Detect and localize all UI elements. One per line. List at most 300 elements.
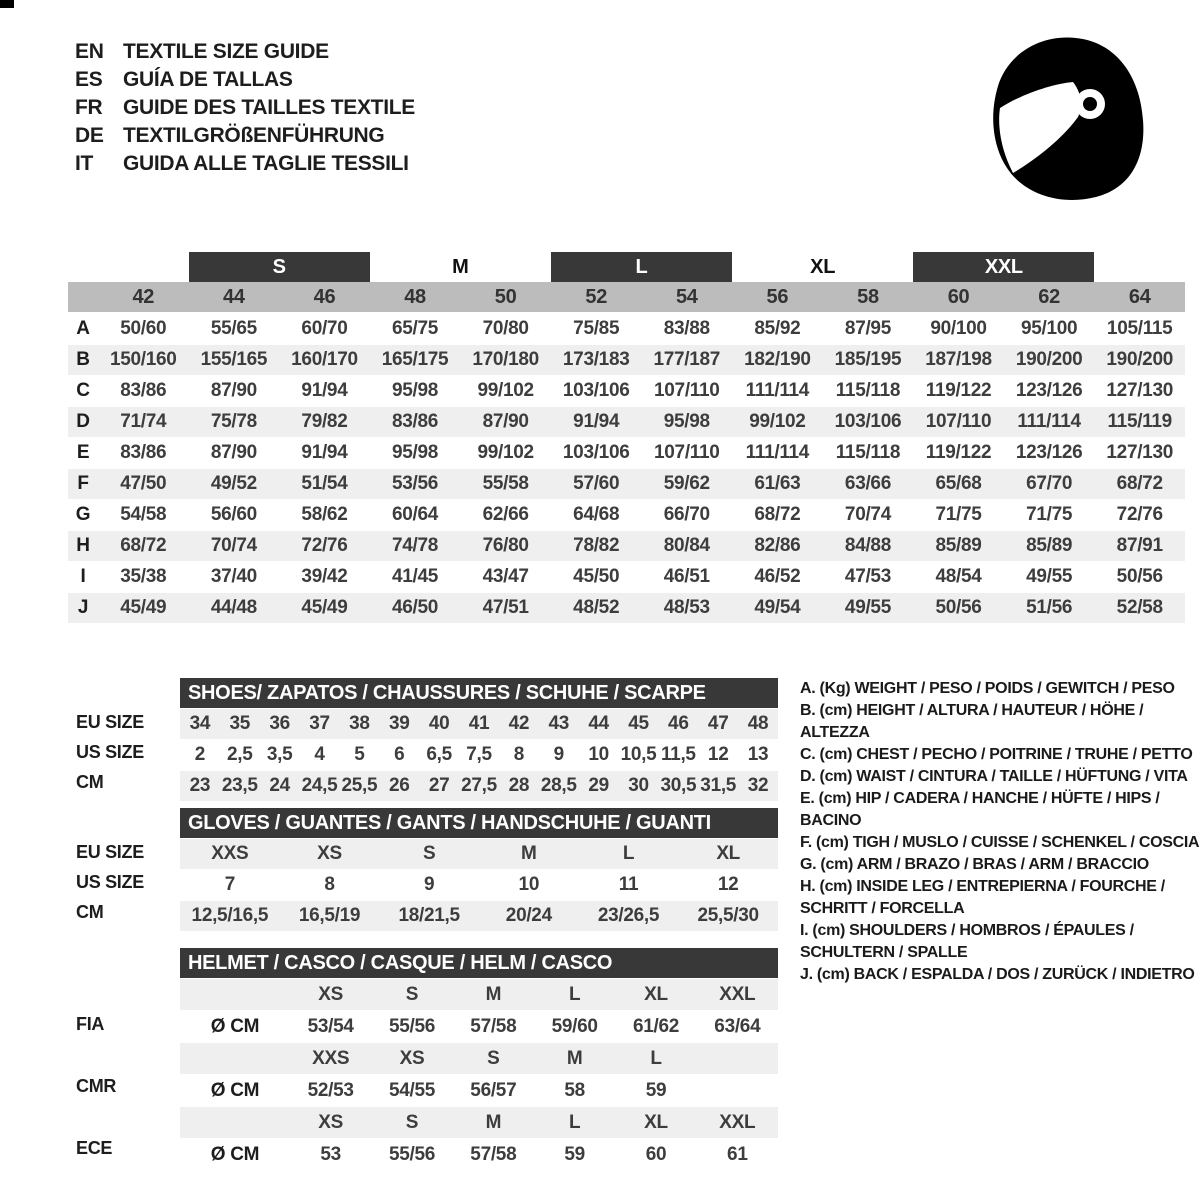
value-cell: 8 [513, 744, 524, 765]
value-cell: 34 [189, 713, 211, 734]
value-cell: 71/74 [120, 411, 167, 432]
value-cell: 48/54 [935, 566, 982, 587]
gloves-row [180, 870, 778, 900]
guide-title-en: TEXTILE SIZE GUIDE [123, 40, 329, 63]
legend-item: F. (cm) TIGH / MUSLO / CUISSE / SCHENKEL / COSCIA [800, 834, 1200, 851]
helmet-fia-label: FIA [76, 1014, 105, 1034]
value-cell: 31,5 [700, 775, 737, 796]
gloves-table [180, 838, 778, 932]
value-cell: 20/24 [505, 905, 552, 926]
value-cell: 74/78 [392, 535, 439, 556]
value-cell: 72/76 [301, 535, 348, 556]
shoes-table [180, 708, 778, 802]
value-cell: 75/85 [573, 318, 620, 339]
value-cell: 42 [508, 713, 530, 734]
measure-row-j [68, 592, 1185, 624]
helmet-size-cell: XXL [719, 1111, 756, 1133]
helmet-size-cell: XS [318, 1111, 344, 1133]
value-cell: 48/53 [663, 597, 710, 618]
value-cell: 107/110 [925, 411, 992, 432]
value-cell: 111/114 [1017, 411, 1081, 432]
value-cell: 10 [588, 744, 609, 765]
value-cell: 6,5 [426, 744, 452, 765]
value-cell: XS [317, 843, 342, 864]
value-cell: 160/170 [291, 349, 358, 370]
value-cell: 27,5 [461, 775, 497, 796]
value-cell: 25,5/30 [697, 905, 759, 926]
size-number-header-row [68, 282, 1185, 314]
value-cell: 49/55 [844, 597, 891, 618]
unit-cell: Ø CM [210, 1015, 260, 1037]
helmet-sizes-row-fia [180, 978, 778, 1011]
helmet-size-cell: M [566, 1047, 583, 1069]
value-cell: 60/64 [392, 504, 439, 525]
shoes-row [180, 708, 778, 740]
size-header-cell: 44 [223, 285, 245, 308]
value-cell: 55/65 [210, 318, 257, 339]
value-cell: 59 [564, 1143, 585, 1165]
value-cell: 57/58 [470, 1143, 517, 1165]
size-header-cell: 64 [1128, 285, 1151, 308]
helmet-size-cell: XS [318, 983, 344, 1005]
value-cell: 111/114 [745, 442, 810, 463]
row-label: I [80, 566, 86, 587]
helmet-size-cell: L [569, 1111, 581, 1133]
measure-row-g [68, 500, 1185, 530]
value-cell: 38 [349, 713, 370, 734]
value-cell: 57/60 [573, 473, 620, 494]
value-cell: 23,5 [221, 775, 258, 796]
size-header-cell: 48 [404, 285, 426, 308]
value-cell: 87/90 [210, 442, 257, 463]
value-cell: 95/98 [663, 411, 710, 432]
value-cell: 90/100 [930, 318, 987, 339]
value-cell: 82/86 [754, 535, 801, 556]
value-cell: 49/54 [754, 597, 801, 618]
language-row [75, 94, 415, 122]
value-cell: 43 [548, 713, 569, 734]
helmet-size-cell: S [405, 983, 419, 1005]
value-cell: 119/122 [925, 442, 992, 463]
value-cell: 64/68 [573, 504, 620, 525]
value-cell: 103/106 [562, 380, 630, 401]
value-cell: 95/100 [1020, 318, 1078, 339]
value-cell: 61/63 [754, 473, 801, 494]
value-cell: 13 [747, 744, 769, 765]
language-row [75, 38, 415, 66]
value-cell: 115/118 [835, 380, 901, 401]
value-cell: 12 [717, 874, 739, 895]
value-cell: 9 [424, 874, 435, 895]
value-cell: 12 [707, 744, 729, 765]
value-cell: 27 [428, 775, 450, 796]
value-cell: 28,5 [540, 775, 577, 796]
value-cell: 58/62 [301, 504, 348, 525]
value-cell: 91/94 [573, 411, 620, 432]
value-cell: 91/94 [301, 442, 348, 463]
value-cell: 71/75 [1026, 504, 1073, 525]
value-cell: 63/66 [844, 473, 891, 494]
value-cell: 170/180 [472, 349, 539, 370]
value-cell: 68/72 [754, 504, 801, 525]
value-cell: 12,5/16,5 [191, 905, 269, 926]
language-code: DE [75, 124, 104, 147]
row-label: E [76, 442, 90, 463]
size-group-m: M [452, 256, 469, 278]
value-cell: 60/70 [301, 318, 348, 339]
language-row [75, 150, 415, 178]
value-cell: 115/119 [1107, 411, 1172, 432]
guide-title-it: GUIDA ALLE TAGLIE TESSILI [123, 152, 409, 175]
value-cell: 95/98 [392, 380, 439, 401]
value-cell: 45 [628, 713, 649, 734]
gloves-cm-label: CM [76, 902, 104, 922]
value-cell: 54/58 [120, 504, 167, 525]
helmet-table [180, 978, 778, 1170]
helmet-size-cell: L [569, 983, 581, 1005]
value-cell: 155/165 [200, 349, 268, 370]
value-cell: 43/47 [482, 566, 529, 587]
value-cell: 177/187 [653, 349, 721, 370]
value-cell: 47/50 [120, 473, 167, 494]
value-cell: 99/102 [477, 380, 534, 401]
value-cell: 84/88 [844, 535, 891, 556]
value-cell: 51/56 [1026, 597, 1073, 618]
value-cell: 46/52 [754, 566, 801, 587]
value-cell: 190/200 [1106, 349, 1173, 370]
value-cell: 103/106 [834, 411, 902, 432]
value-cell: 55/56 [388, 1015, 436, 1037]
value-cell: 85/89 [1026, 535, 1073, 556]
value-cell: 50/60 [120, 318, 167, 339]
helmet-sizes-row-cmr [180, 1042, 778, 1075]
size-header-cell: 56 [766, 285, 789, 308]
value-cell: 37/40 [210, 566, 257, 587]
value-cell: 60 [645, 1143, 667, 1165]
language-code: ES [75, 68, 103, 91]
measure-row-c [68, 376, 1185, 406]
size-group-header-row [68, 252, 1185, 282]
size-header-cell: 60 [947, 285, 970, 308]
value-cell: 83/86 [392, 411, 439, 432]
helmet-values-row-ece [180, 1139, 778, 1170]
size-group-s: S [189, 252, 370, 282]
value-cell: 47/51 [482, 597, 529, 618]
corner-mark [0, 0, 14, 8]
value-cell: 46/50 [392, 597, 439, 618]
value-cell: XXS [211, 843, 249, 864]
value-cell: 119/122 [925, 380, 992, 401]
value-cell: 107/110 [654, 380, 720, 401]
value-cell: 50/56 [935, 597, 982, 618]
value-cell: 182/190 [744, 349, 811, 370]
value-cell: 2 [194, 744, 206, 765]
value-cell: 41/45 [392, 566, 439, 587]
value-cell: 24 [269, 775, 290, 796]
shoes-us-size-label: US SIZE [76, 742, 144, 762]
legend-item: B. (cm) HEIGHT / ALTURA / HAUTEUR / HÖHE / ALTEZZA [800, 702, 1144, 741]
value-cell: 111/114 [745, 380, 810, 401]
value-cell: 79/82 [301, 411, 348, 432]
size-header-cell: 62 [1038, 285, 1060, 308]
language-row [75, 66, 415, 94]
gloves-eu-size-label: EU SIZE [76, 842, 144, 862]
value-cell: 85/89 [935, 535, 982, 556]
value-cell: 41 [468, 713, 490, 734]
value-cell: 45/49 [120, 597, 167, 618]
value-cell: 87/95 [844, 318, 891, 339]
value-cell: 56/57 [470, 1079, 517, 1101]
value-cell: 83/86 [120, 380, 167, 401]
legend-item: G. (cm) ARM / BRAZO / BRAS / ARM / BRACCIO [800, 856, 1149, 873]
value-cell: 53/56 [392, 473, 439, 494]
value-cell: 55/56 [388, 1143, 436, 1165]
value-cell: 99/102 [749, 411, 806, 432]
value-cell: 87/90 [482, 411, 529, 432]
value-cell: 7,5 [466, 744, 492, 765]
value-cell: L [622, 843, 635, 864]
value-cell: 75/78 [210, 411, 257, 432]
value-cell: 52/58 [1116, 597, 1163, 618]
value-cell: 35/38 [120, 566, 167, 587]
value-cell: 99/102 [477, 442, 534, 463]
helmet-size-cell: S [487, 1047, 500, 1069]
helmet-ece-label: ECE [76, 1138, 113, 1158]
row-label: B [76, 349, 90, 370]
helmet-size-cell: XXS [312, 1047, 350, 1069]
value-cell: 5 [354, 744, 365, 765]
value-cell: 30,5 [660, 775, 697, 796]
value-cell: 83/88 [663, 318, 710, 339]
value-cell: 7 [224, 874, 235, 895]
value-cell: 11 [618, 874, 639, 895]
value-cell: 65/68 [935, 473, 982, 494]
value-cell: 48/52 [573, 597, 620, 618]
value-cell: 48 [747, 713, 769, 734]
language-code: IT [75, 152, 94, 175]
value-cell: 50/56 [1116, 566, 1163, 587]
value-cell: 26 [388, 775, 410, 796]
language-code: FR [75, 96, 103, 119]
helmet-cmr-label: CMR [76, 1076, 117, 1096]
textile-size-table-body [68, 314, 1185, 624]
value-cell: 80/84 [663, 535, 710, 556]
value-cell: 44/48 [210, 597, 257, 618]
value-cell: 2,5 [227, 744, 253, 765]
shoes-section-title: SHOES/ ZAPATOS / CHAUSSURES / SCHUHE / SCARPE [180, 678, 778, 708]
measure-row-d [68, 406, 1185, 438]
value-cell: 49/52 [210, 473, 257, 494]
size-group-xl: XL [810, 256, 836, 278]
value-cell: 30 [628, 775, 649, 796]
value-cell: 46 [668, 713, 689, 734]
gloves-section-title: GLOVES / GUANTES / GANTS / HANDSCHUHE / GUANTI [180, 808, 778, 838]
legend-item: J. (cm) BACK / ESPALDA / DOS / ZURÜCK / INDIETRO [800, 966, 1195, 983]
shoes-eu-size-label: EU SIZE [76, 712, 144, 732]
size-header-cell: 42 [132, 285, 155, 308]
value-cell: 59 [645, 1079, 667, 1101]
value-cell: 105/115 [1106, 318, 1173, 339]
value-cell: 70/74 [844, 504, 891, 525]
value-cell: 123/126 [1015, 442, 1083, 463]
value-cell: 10,5 [620, 744, 657, 765]
measure-row-e [68, 438, 1185, 468]
value-cell: 29 [588, 775, 609, 796]
row-label: G [75, 504, 91, 525]
value-cell: 83/86 [120, 442, 167, 463]
value-cell: 87/91 [1116, 535, 1163, 556]
helmet-size-cell: XXL [719, 983, 756, 1005]
value-cell: 39 [388, 713, 410, 734]
value-cell: 63/64 [714, 1015, 761, 1037]
row-label: A [76, 318, 90, 339]
value-cell: 61 [727, 1143, 748, 1165]
value-cell: 173/183 [562, 349, 630, 370]
value-cell: 187/198 [925, 349, 992, 370]
row-label: H [76, 535, 90, 556]
size-header-cell: 58 [857, 285, 879, 308]
value-cell: XL [716, 843, 740, 864]
helmet-size-cell: L [650, 1047, 662, 1069]
value-cell: 123/126 [1015, 380, 1083, 401]
shoes-cm-label: CM [76, 772, 104, 792]
guide-title-de: TEXTILGRÖßENFÜHRUNG [123, 124, 385, 147]
value-cell: 52/53 [307, 1079, 354, 1101]
helmet-values-row-fia [180, 1011, 778, 1042]
legend-item: A. (Kg) WEIGHT / PESO / POIDS / GEWITCH / PESO [800, 680, 1175, 697]
gloves-us-size-label: US SIZE [76, 872, 144, 892]
value-cell: 76/80 [482, 535, 529, 556]
value-cell: 190/200 [1015, 349, 1083, 370]
textile-size-table [68, 252, 1185, 624]
legend-item: H. (cm) INSIDE LEG / ENTREPIERNA / FOURCHE / SCHRITT / FORCELLA [800, 878, 1165, 917]
helmet-values-row-cmr [180, 1075, 778, 1106]
value-cell: 61/62 [632, 1015, 680, 1037]
value-cell: 107/110 [654, 442, 720, 463]
value-cell: S [422, 843, 436, 864]
language-code: EN [75, 40, 104, 63]
value-cell: 91/94 [301, 380, 348, 401]
value-cell: 65/75 [392, 318, 439, 339]
value-cell: 37 [309, 713, 330, 734]
measure-row-b [68, 344, 1185, 376]
helmet-size-cell: S [405, 1111, 419, 1133]
value-cell: 10 [518, 874, 540, 895]
value-cell: 70/74 [210, 535, 257, 556]
measure-row-h [68, 530, 1185, 562]
helmet-size-cell: M [485, 1111, 502, 1133]
helmet-size-cell: XS [399, 1047, 425, 1069]
value-cell: 127/130 [1106, 442, 1173, 463]
value-cell: 45/50 [573, 566, 620, 587]
value-cell: 85/92 [754, 318, 801, 339]
value-cell: 57/58 [470, 1015, 517, 1037]
value-cell: 39/42 [301, 566, 348, 587]
row-label: C [76, 380, 90, 401]
value-cell: 53 [320, 1143, 341, 1165]
value-cell: 127/130 [1106, 380, 1173, 401]
language-row [75, 122, 415, 150]
size-group-xxl: XXL [913, 252, 1094, 282]
value-cell: 66/70 [663, 504, 710, 525]
value-cell: 28 [508, 775, 530, 796]
value-cell: 47 [707, 713, 729, 734]
value-cell: 6 [394, 744, 405, 765]
unit-cell: Ø CM [210, 1143, 260, 1165]
value-cell: 4 [314, 744, 325, 765]
helmet-sizes-row-ece [180, 1106, 778, 1139]
language-title-block [75, 38, 415, 178]
value-cell: 58 [564, 1079, 585, 1101]
helmet-size-cell: XL [644, 1111, 668, 1133]
value-cell: 95/98 [392, 442, 439, 463]
value-cell: 53/54 [307, 1015, 354, 1037]
row-label: F [77, 473, 89, 494]
value-cell: 46/51 [663, 566, 710, 587]
size-header-cell: 50 [494, 285, 517, 308]
row-label: D [76, 411, 90, 432]
value-cell: 44 [588, 713, 609, 734]
row-label: J [77, 597, 89, 618]
value-cell: 87/90 [210, 380, 257, 401]
value-cell: 45/49 [301, 597, 348, 618]
value-cell: 36 [269, 713, 290, 734]
value-cell: 78/82 [573, 535, 620, 556]
legend-item: D. (cm) WAIST / CINTURA / TAILLE / HÜFTUNG / VITA [800, 768, 1188, 785]
helmet-size-cell: M [485, 983, 502, 1005]
gloves-row [180, 838, 778, 870]
value-cell: 55/58 [482, 473, 529, 494]
measure-row-a [68, 314, 1185, 344]
value-cell: 67/70 [1026, 473, 1073, 494]
value-cell: 68/72 [1116, 473, 1163, 494]
value-cell: 18/21,5 [398, 905, 460, 926]
value-cell: 35 [229, 713, 251, 734]
value-cell: 72/76 [1116, 504, 1163, 525]
measure-row-i [68, 562, 1185, 592]
value-cell: 32 [747, 775, 769, 796]
guide-title-fr: GUIDE DES TAILLES TEXTILE [123, 96, 415, 119]
legend-item: C. (cm) CHEST / PECHO / POITRINE / TRUHE / PETTO [800, 746, 1193, 763]
value-cell: 40 [428, 713, 450, 734]
helmet-size-cell: XL [644, 983, 668, 1005]
value-cell: 70/80 [482, 318, 529, 339]
measurement-legend [800, 678, 1200, 986]
value-cell: M [521, 843, 537, 864]
value-cell: 49/55 [1026, 566, 1073, 587]
size-header-cell: 52 [585, 285, 608, 308]
value-cell: 56/60 [210, 504, 257, 525]
value-cell: 24,5 [301, 775, 338, 796]
legend-item: E. (cm) HIP / CADERA / HANCHE / HÜFTE / HIPS / BACINO [800, 790, 1160, 829]
value-cell: 68/72 [120, 535, 167, 556]
shoes-row [180, 740, 778, 770]
value-cell: 51/54 [301, 473, 348, 494]
value-cell: 16,5/19 [298, 905, 361, 926]
value-cell: 23 [189, 775, 211, 796]
value-cell: 47/53 [844, 566, 891, 587]
value-cell: 59/62 [663, 473, 710, 494]
value-cell: 71/75 [935, 504, 982, 525]
value-cell: 103/106 [562, 442, 630, 463]
helmet-section-title: HELMET / CASCO / CASQUE / HELM / CASCO [180, 948, 778, 978]
value-cell: 11,5 [660, 744, 696, 765]
shoes-row [180, 770, 778, 802]
value-cell: 115/118 [835, 442, 901, 463]
gloves-row [180, 900, 778, 932]
value-cell: 54/55 [388, 1079, 436, 1101]
legend-item: I. (cm) SHOULDERS / HOMBROS / ÉPAULES / SCHULTERN / SPALLE [800, 922, 1134, 961]
